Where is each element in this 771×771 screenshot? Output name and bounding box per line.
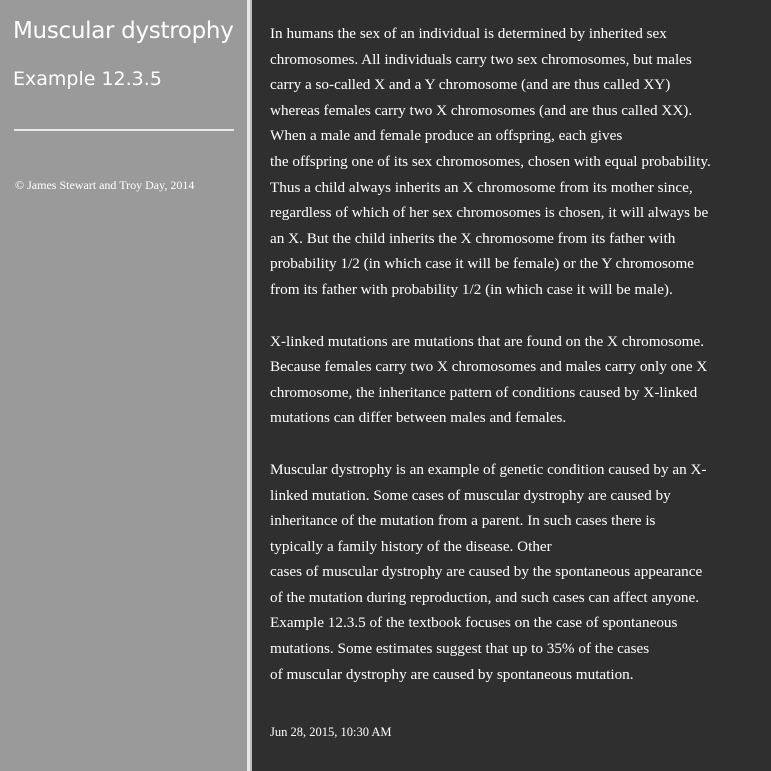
text-line: cases of muscular dystrophy are caused by the spontaneous appearance	[270, 563, 703, 581]
page-title: Muscular dystrophy	[13, 18, 234, 44]
text-line: chromosome, the inheritance pattern of conditions caused by X-linked	[270, 383, 698, 401]
text-line: Thus a child always inherits an X chromosome from its mother since,	[270, 178, 693, 196]
timestamp: Jun 28, 2015, 10:30 AM	[270, 725, 392, 739]
text-line: When a male and female produce an offspring, each gives	[270, 127, 623, 145]
main-content	[270, 21, 766, 687]
text-line: X-linked mutations are mutations that are found on the X chromosome.	[270, 332, 705, 350]
text-line: Because females carry two X chromosomes and males carry only one X	[270, 358, 708, 376]
text-line: chromosomes. All individuals carry two sex chromosomes, but males	[270, 50, 692, 68]
copyright-notice: © James Stewart and Troy Day, 2014	[15, 178, 195, 192]
text-line: Example 12.3.5 of the textbook focuses on the case of spontaneous	[270, 614, 678, 632]
text-line: an X. But the child inherits the X chromosome from its father with	[270, 229, 676, 247]
text-line: In humans the sex of an individual is determined by inherited sex	[270, 25, 667, 42]
sidebar-divider	[14, 129, 234, 131]
sidebar	[0, 0, 247, 771]
text-line: Muscular dystrophy is an example of genetic condition caused by an X-	[270, 460, 707, 478]
paragraph-spacer	[270, 431, 766, 457]
paragraph-sex-chromosomes	[270, 21, 766, 303]
text-line: carry a so-called X and a Y chromosome (and are thus called XY)	[270, 76, 671, 94]
panel-divider-shadow	[250, 0, 252, 771]
text-line: probability 1/2 (in which case it will be female) or the Y chromosome	[270, 255, 695, 273]
paragraph-x-linked	[270, 329, 766, 431]
text-line: the offspring one of its sex chromosomes, chosen with equal probability.	[270, 152, 711, 170]
text-line: mutations can differ between males and females.	[270, 409, 567, 427]
text-line: of muscular dystrophy are caused by spontaneous mutation.	[270, 665, 634, 683]
paragraph-spacer	[270, 303, 766, 329]
text-line: whereas females carry two X chromosomes (and are thus called XX).	[270, 101, 693, 119]
text-line: from its father with probability 1/2 (in which case it will be male).	[270, 280, 673, 298]
text-line: mutations. Some estimates suggest that up to 35% of the cases	[270, 640, 650, 658]
text-line: inheritance of the mutation from a parent. In such cases there is	[270, 512, 656, 530]
paragraph-muscular-dystrophy	[270, 457, 766, 687]
text-line: linked mutation. Some cases of muscular dystrophy are caused by	[270, 486, 671, 504]
text-line: regardless of which of her sex chromosomes is chosen, it will always be	[270, 204, 709, 222]
text-line: typically a family history of the disease. Other	[270, 537, 552, 555]
example-subtitle: Example 12.3.5	[13, 68, 162, 90]
text-line: of the mutation during reproduction, and such cases can affect anyone.	[270, 588, 700, 606]
